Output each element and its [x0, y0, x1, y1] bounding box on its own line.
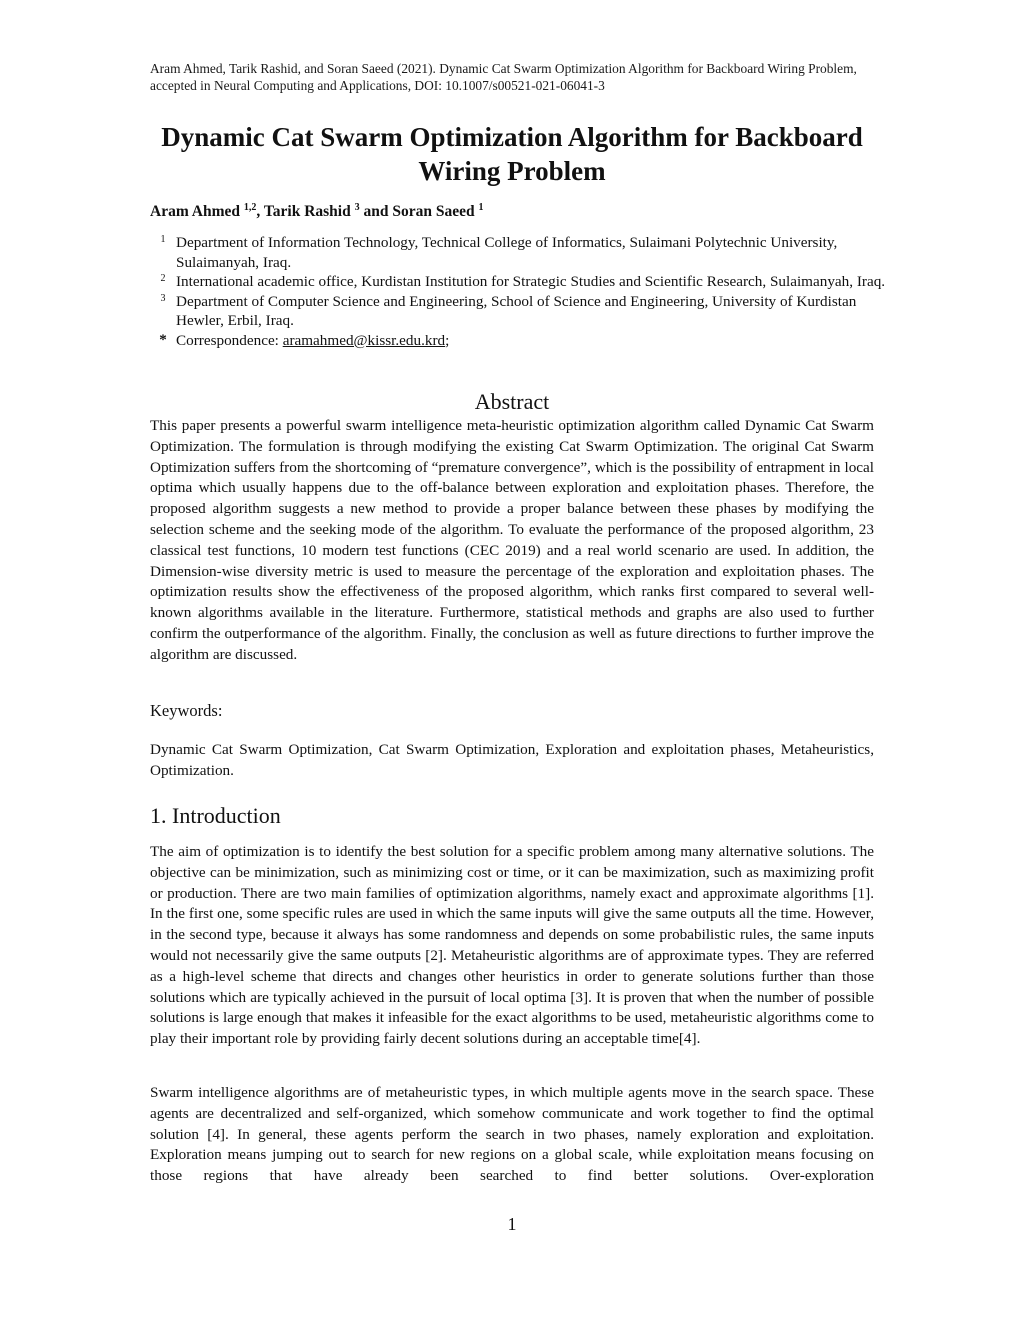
- author-list: [150, 203, 483, 221]
- page-number: 1: [507, 1214, 517, 1234]
- citation-line-1: Aram Ahmed, Tarik Rashid, and Soran Saeed (2021). Dynamic Cat Swarm Optimization Algorithm for Backboard Wiring Problem,: [150, 61, 857, 76]
- title-line-2: Wiring Problem: [418, 156, 606, 186]
- affiliation-text: Department of Computer Science and Engineering, School of Science and Engineering, University of Kurdistan Hewler, Erbil, Iraq.: [176, 292, 857, 329]
- author-affiliation-mark: 3: [354, 201, 360, 213]
- affiliation-number: 1: [160, 234, 166, 245]
- affiliation-number: 3: [160, 292, 166, 304]
- keywords-text: Dynamic Cat Swarm Optimization, Cat Swarm Optimization, Exploration and exploitation phases, Metaheuristics, Optimization.: [150, 741, 874, 779]
- author-name: Soran Saeed: [392, 203, 475, 220]
- author-name: Tarik Rashid: [263, 203, 351, 220]
- keywords-heading: Keywords:: [150, 701, 223, 720]
- introduction-paragraph-1: The aim of optimization is to identify the best solution for a specific problem among many alternative solutions. The objective can be minimization, such as minimizing cost or time, or it can be maximization, such as maximizing profit or production. There are two main families of optimization algorithms, namely exact and approximate algorithms [1]. In the first one, some specific rules are used in which the same inputs will give the same outputs all the time. However, in the second type, because it always has some randomness and depends on some probabilistic rules, the same inputs would not necessarily give the same outputs [2]. Metaheuristic algorithms are of approximate types. They are referred as a high-level scheme that directs and changes other heuristics in order to generate solutions further than those solutions which are typically achieved in the pursuit of local optima [3]. It is proven that when the number of possible solutions is large enough that makes it infeasible for the exact algorithms to be used, metaheuristic algorithms come to play their important role by providing fairly decent solutions during an acceptable time[4].: [150, 843, 874, 1048]
- affiliation-item: [150, 292, 890, 331]
- affiliation-item: [150, 233, 890, 272]
- author-separator: and: [359, 203, 393, 220]
- affiliation-text: Department of Information Technology, Technical College of Informatics, Sulaimani Polytechnic University, Sulaimanyah, Iraq.: [176, 234, 838, 271]
- affiliation-item: [150, 272, 890, 292]
- abstract-text: This paper presents a powerful swarm intelligence meta-heuristic optimization algorithm called Dynamic Cat Swarm Optimization. The formulation is through modifying the existing Cat Swarm Optimization. The original Cat Swarm Optimization suffers from the shortcoming of “premature convergence”, which is the possibility of entrapment in local optima which usually happens due to the off-balance between exploration and exploitation phases. Therefore, the proposed algorithm suggests a new method to provide a proper balance between these phases by modifying the selection scheme and the seeking mode of the algorithm. To evaluate the performance of the proposed algorithm, 23 classical test functions, 10 modern test functions (CEC 2019) and a real world scenario are used. In addition, the Dimension-wise diversity metric is used to measure the percentage of the exploration and exploitation phases. The optimization results show the effectiveness of the proposed algorithm, which ranks first compared to several well-known algorithms available in the literature. Furthermore, statistical methods and graphs are also used to further confirm the outperformance of the algorithm. Finally, the conclusion as well as future directions to further improve the algorithm are discussed.: [150, 417, 874, 663]
- affiliation-text: International academic office, Kurdistan Institution for Strategic Studies and Scientific Research, Sulaimanyah, Iraq.: [176, 273, 886, 290]
- paper-title: [130, 120, 894, 188]
- correspondence-line: [176, 331, 890, 351]
- author-affiliation-mark: 1,2: [243, 201, 257, 213]
- correspondence-suffix: ;: [445, 331, 450, 349]
- affiliation-number: 2: [160, 273, 166, 284]
- correspondence-mark: *: [159, 331, 167, 348]
- correspondence-label: Correspondence:: [176, 331, 283, 349]
- introduction-heading: 1. Introduction: [150, 803, 281, 828]
- correspondence-email-link[interactable]: aramahmed@kissr.edu.krd: [282, 331, 446, 349]
- citation-line-2: accepted in Neural Computing and Applications, DOI: 10.1007/s00521-021-06041-3: [150, 78, 605, 93]
- author-separator: ,: [256, 203, 264, 220]
- author-affiliation-mark: 1: [478, 201, 484, 213]
- affiliation-list: [150, 233, 890, 350]
- abstract-heading: Abstract: [474, 389, 550, 414]
- title-line-1: Dynamic Cat Swarm Optimization Algorithm for Backboard: [161, 122, 863, 152]
- correspondence: [150, 331, 890, 351]
- introduction-paragraph-2: Swarm intelligence algorithms are of metaheuristic types, in which multiple agents move in the search space. These agents are decentralized and self-organized, which somehow communicate and work together to find the optimal solution [4]. In general, these agents perform the search in two phases, namely exploration and exploitation. Exploration means jumping out to search for new regions on a global scale, while exploitation means focusing on those regions that have already been searched to find better solutions. Over-exploration: [150, 1084, 874, 1185]
- citation-header: [150, 60, 890, 94]
- author-name: Aram Ahmed: [150, 203, 240, 220]
